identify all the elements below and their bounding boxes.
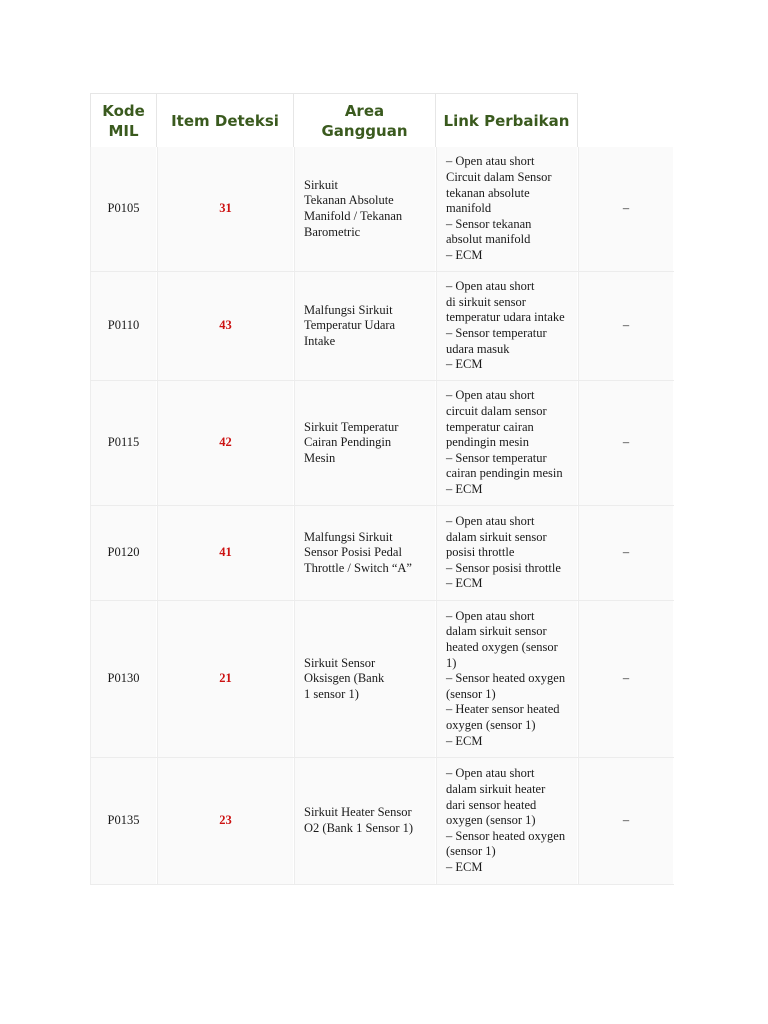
header-area-gangguan: Area Gangguan: [294, 93, 436, 147]
cell-extra: –: [578, 381, 674, 505]
cell-link: – Open atau short dalam sirkuit heater dari sensor heated oxygen (sensor 1) – Sensor heated oxygen (sensor 1) – ECM: [436, 758, 578, 884]
table-row: [90, 147, 674, 272]
cell-extra: –: [578, 506, 674, 600]
cell-link: – Open atau short dalam sirkuit sensor heated oxygen (sensor 1) – Sensor heated oxygen (sensor 1) – Heater sensor heated oxygen (sensor 1) – ECM: [436, 601, 578, 757]
cell-link: – Open atau short Circuit dalam Sensor tekanan absolute manifold – Sensor tekanan absolut manifold – ECM: [436, 147, 578, 271]
cell-kode: P0105: [90, 147, 157, 271]
cell-item: 43: [157, 272, 294, 380]
cell-kode: P0110: [90, 272, 157, 380]
cell-kode: P0115: [90, 381, 157, 505]
dtc-table: [90, 93, 674, 885]
cell-extra: –: [578, 272, 674, 380]
cell-area: Malfungsi Sirkuit Temperatur Udara Intake: [294, 272, 436, 380]
cell-extra: –: [578, 758, 674, 884]
cell-item: 42: [157, 381, 294, 505]
cell-area: Sirkuit Sensor Oksisgen (Bank 1 sensor 1): [294, 601, 436, 757]
cell-kode: P0120: [90, 506, 157, 600]
table-row: [90, 506, 674, 601]
cell-link: – Open atau short circuit dalam sensor temperatur cairan pendingin mesin – Sensor temperatur cairan pendingin mesin – ECM: [436, 381, 578, 505]
cell-item: 23: [157, 758, 294, 884]
cell-item: 21: [157, 601, 294, 757]
cell-area: Sirkuit Heater Sensor O2 (Bank 1 Sensor 1): [294, 758, 436, 884]
cell-item: 31: [157, 147, 294, 271]
cell-item: 41: [157, 506, 294, 600]
table-row: [90, 272, 674, 381]
header-link-perbaikan: Link Perbaikan: [436, 93, 578, 147]
header-item-deteksi: Item Deteksi: [157, 93, 294, 147]
cell-extra: –: [578, 147, 674, 271]
cell-kode: P0130: [90, 601, 157, 757]
cell-kode: P0135: [90, 758, 157, 884]
cell-link: – Open atau short di sirkuit sensor temperatur udara intake – Sensor temperatur udara masuk – ECM: [436, 272, 578, 380]
table-row: [90, 381, 674, 506]
cell-area: Sirkuit Temperatur Cairan Pendingin Mesin: [294, 381, 436, 505]
cell-link: – Open atau short dalam sirkuit sensor posisi throttle – Sensor posisi throttle – ECM: [436, 506, 578, 600]
cell-extra: –: [578, 601, 674, 757]
cell-area: Sirkuit Tekanan Absolute Manifold / Tekanan Barometric: [294, 147, 436, 271]
table-row: [90, 758, 674, 885]
header-kode-mil: Kode MIL: [90, 93, 157, 147]
table-header: [90, 93, 674, 147]
table-row: [90, 601, 674, 758]
cell-area: Malfungsi Sirkuit Sensor Posisi Pedal Throttle / Switch “A”: [294, 506, 436, 600]
